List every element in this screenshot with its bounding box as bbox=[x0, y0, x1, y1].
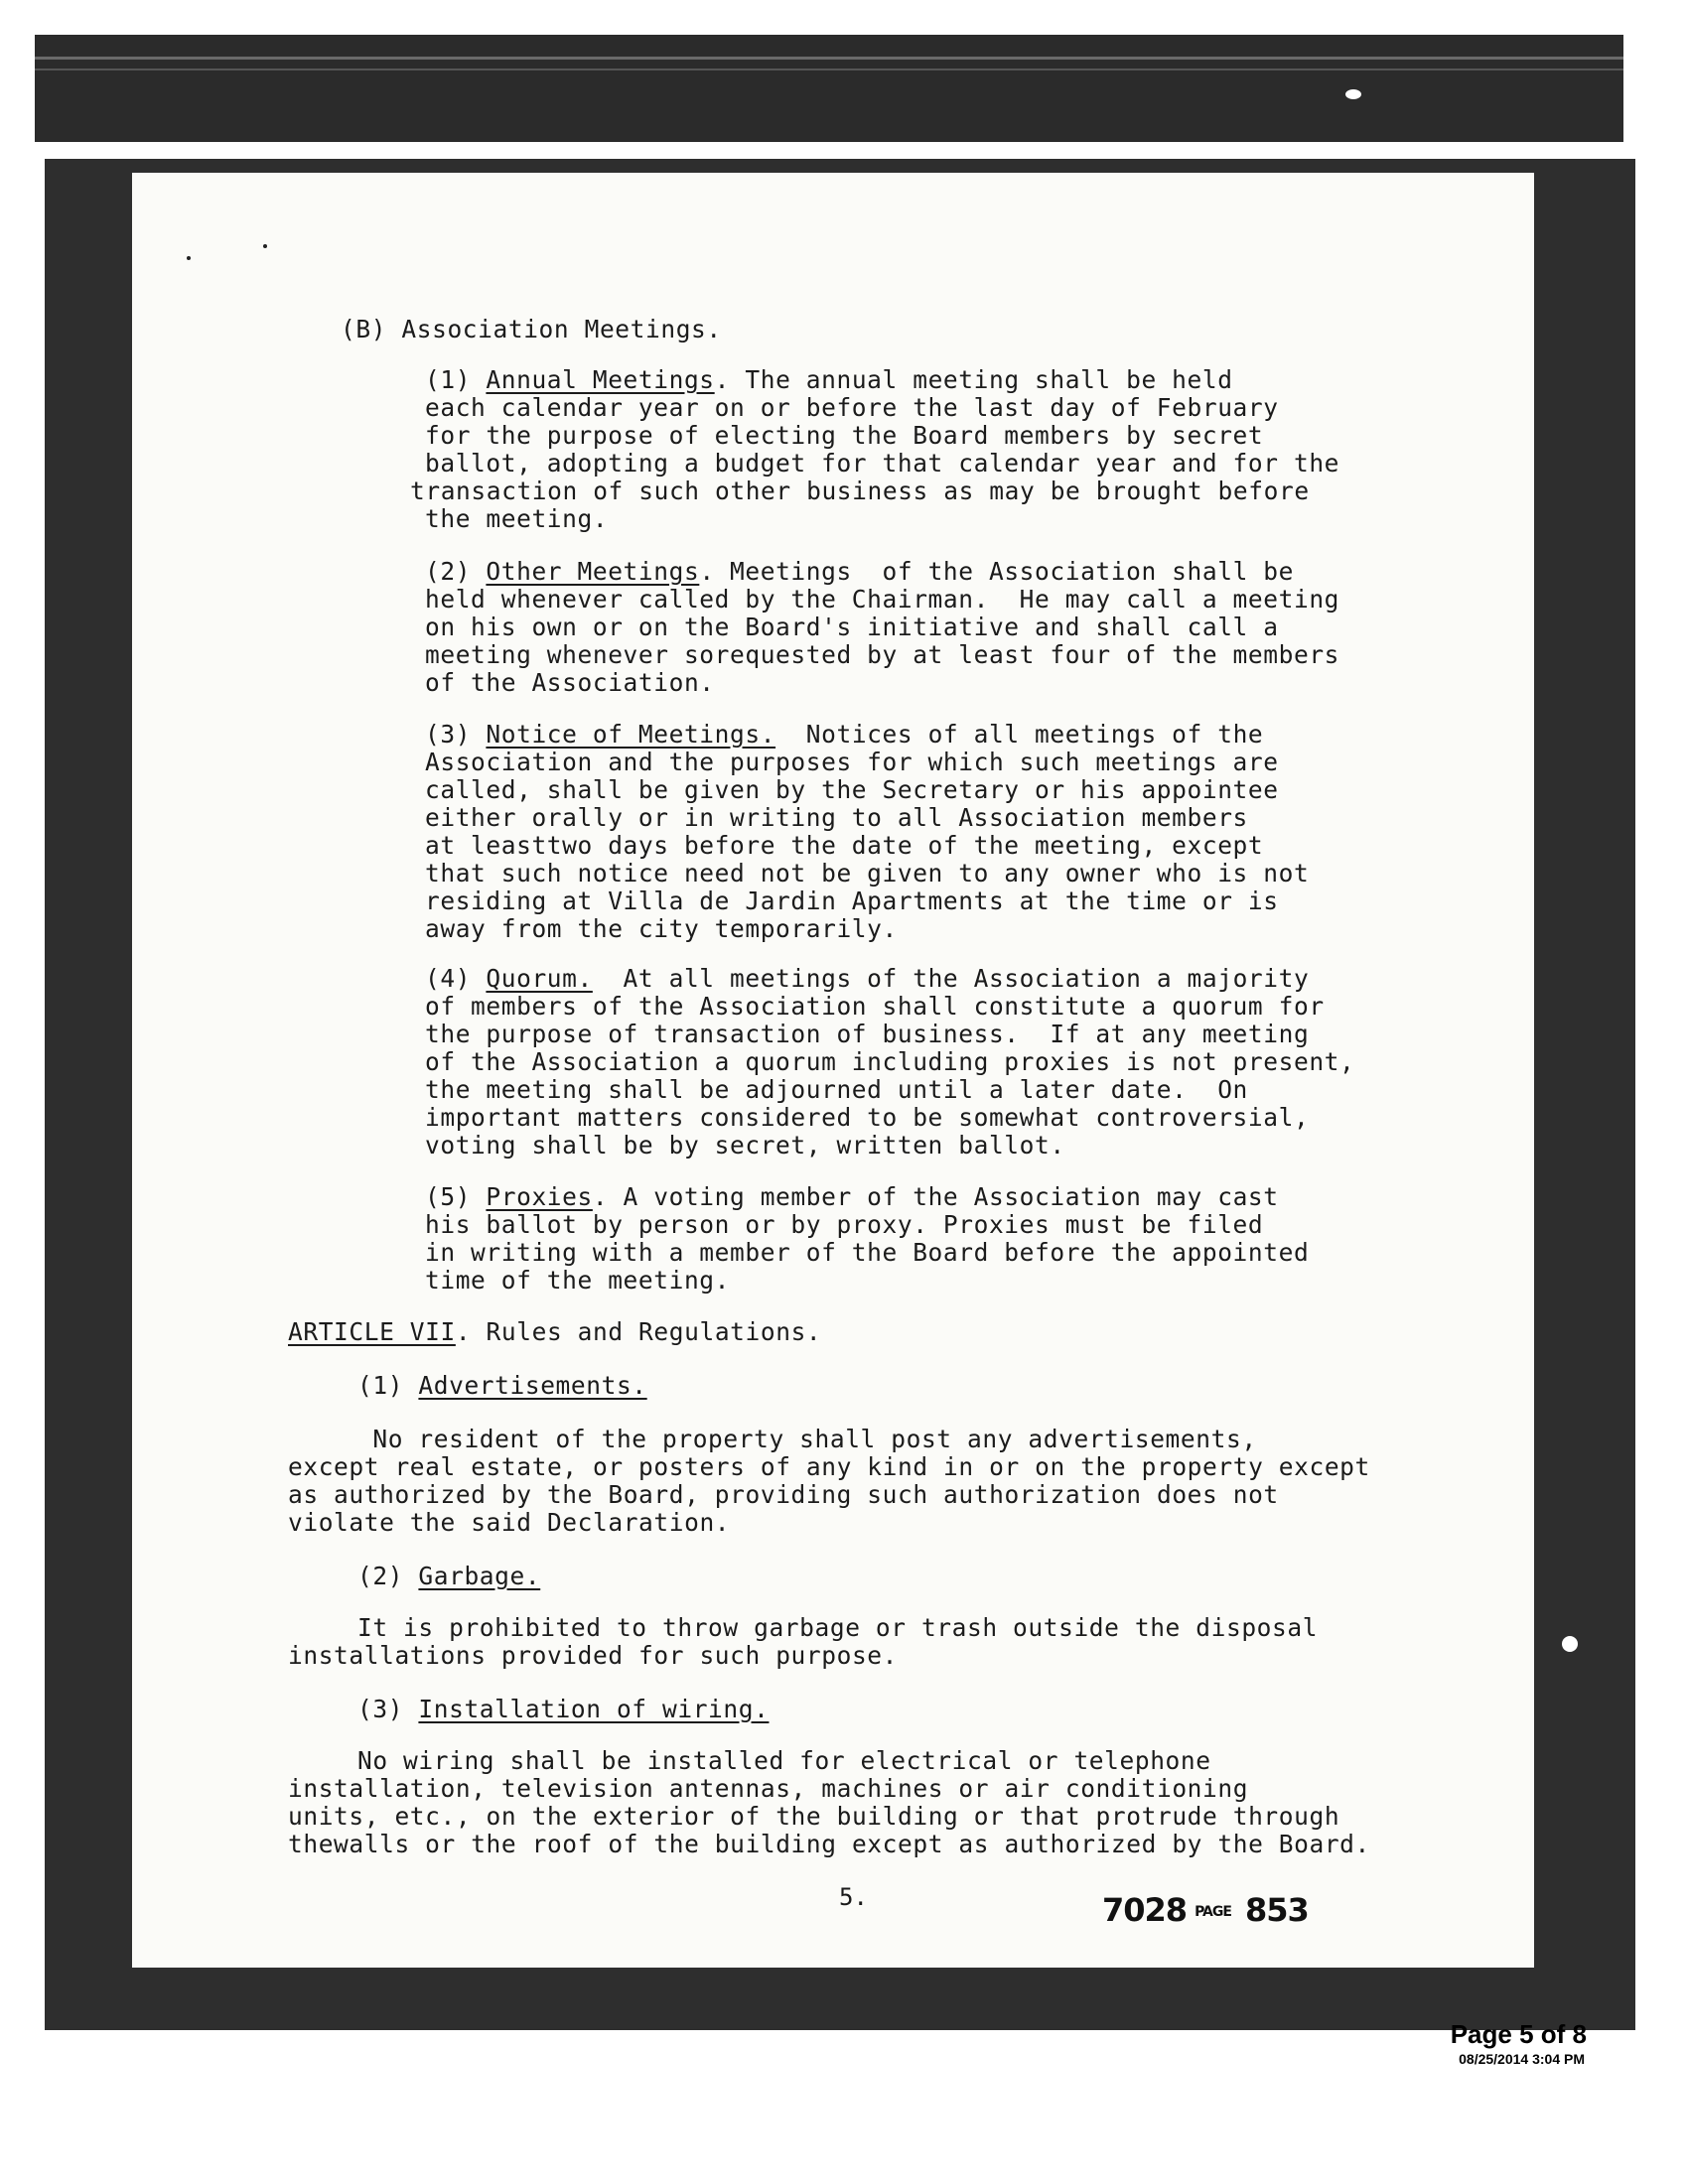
notice-of-meetings-line bbox=[425, 721, 1263, 749]
paragraph-line: in writing with a member of the Board before the appointed bbox=[425, 1238, 1310, 1267]
footer-timestamp: 08/25/2014 3:04 PM bbox=[1459, 2051, 1585, 2067]
paragraph-line: called, shall be given by the Secretary or his appointee bbox=[425, 775, 1279, 804]
wiring-title: Installation of wiring. bbox=[418, 1695, 770, 1723]
item-number: (5) bbox=[425, 1182, 487, 1211]
item-number: (1) bbox=[357, 1371, 419, 1400]
annual-meetings-text: . The annual meeting shall be held bbox=[714, 365, 1233, 394]
paragraph-line: of the Association. bbox=[425, 668, 715, 697]
footer-page-count: Page 5 of 8 bbox=[1450, 2019, 1587, 2049]
paragraph-line: either orally or in writing to all Association members bbox=[425, 803, 1248, 832]
section-b-heading: (B) Association Meetings. bbox=[341, 315, 722, 343]
other-meetings-text: . Meetings of the Association shall be bbox=[699, 557, 1294, 586]
item-number: (2) bbox=[425, 557, 487, 586]
page-label: PAGE bbox=[1195, 1904, 1231, 1920]
paragraph-line: important matters considered to be somewhat controversial, bbox=[425, 1103, 1310, 1132]
item-number: (4) bbox=[425, 964, 487, 993]
paragraph-line: his ballot by person or by proxy. Proxies must be filed bbox=[425, 1210, 1264, 1239]
book-page-stamp bbox=[1102, 1891, 1309, 1929]
paragraph-line: No resident of the property shall post any advertisements, bbox=[357, 1425, 1257, 1453]
paragraph-line: on his own or on the Board's initiative and shall call a bbox=[425, 613, 1279, 641]
paragraph-line: residing at Villa de Jardin Apartments at the time or is bbox=[425, 887, 1279, 915]
paragraph-line: time of the meeting. bbox=[425, 1266, 731, 1295]
article-vii-title: . Rules and Regulations. bbox=[455, 1317, 822, 1346]
paragraph-line: at leasttwo days before the date of the meeting, except bbox=[425, 831, 1264, 860]
wiring-heading bbox=[357, 1696, 769, 1723]
scan-speck bbox=[1562, 1636, 1578, 1652]
article-vii-heading bbox=[288, 1318, 821, 1346]
paragraph-line: It is prohibited to throw garbage or trash outside the disposal bbox=[357, 1613, 1319, 1642]
proxies-title: Proxies bbox=[486, 1182, 593, 1211]
notice-of-meetings-text: Notices of all meetings of the bbox=[775, 720, 1264, 749]
paragraph-line: except real estate, or posters of any kind in or on the property except bbox=[288, 1452, 1370, 1481]
paragraph-line: that such notice need not be given to any owner who is not bbox=[425, 859, 1310, 887]
item-number: (2) bbox=[357, 1562, 419, 1590]
paragraph-line: of members of the Association shall constitute a quorum for bbox=[425, 992, 1325, 1021]
paragraph-line: units, etc., on the exterior of the building or that protrude through bbox=[288, 1802, 1340, 1831]
notice-of-meetings-title: Notice of Meetings. bbox=[486, 720, 776, 749]
proxies-line bbox=[425, 1183, 1279, 1211]
paragraph-line: as authorized by the Board, providing such authorization does not bbox=[288, 1480, 1279, 1509]
paragraph-line: thewalls or the roof of the building except as authorized by the Board. bbox=[288, 1830, 1370, 1858]
paragraph-line: No wiring shall be installed for electrical or telephone bbox=[357, 1746, 1211, 1775]
paragraph-line: transaction of such other business as may be brought before bbox=[410, 477, 1310, 505]
annual-meetings-title: Annual Meetings bbox=[486, 365, 715, 394]
paragraph-line: the purpose of transaction of business. If at any meeting bbox=[425, 1020, 1310, 1048]
advertisements-heading bbox=[357, 1372, 647, 1400]
item-number: (1) bbox=[425, 365, 487, 394]
paragraph-line: voting shall be by secret, written ballot. bbox=[425, 1131, 1065, 1160]
item-number: (3) bbox=[357, 1695, 419, 1723]
paragraph-line: ballot, adopting a budget for that calendar year and for the bbox=[425, 449, 1340, 478]
paragraph-line: installations provided for such purpose. bbox=[288, 1641, 899, 1670]
paragraph-line: Association and the purposes for which such meetings are bbox=[425, 748, 1279, 776]
paragraph-line: for the purpose of electing the Board members by secret bbox=[425, 421, 1264, 450]
paragraph-line: of the Association a quorum including proxies is not present, bbox=[425, 1047, 1355, 1076]
book-number: 7028 bbox=[1102, 1891, 1188, 1929]
other-meetings-title: Other Meetings bbox=[486, 557, 700, 586]
stamp-page-number: 853 bbox=[1244, 1891, 1309, 1929]
garbage-title: Garbage. bbox=[418, 1562, 541, 1590]
scan-top-bar bbox=[35, 35, 1623, 142]
paragraph-line: held whenever called by the Chairman. He may call a meeting bbox=[425, 585, 1340, 614]
proxies-text: . A voting member of the Association may cast bbox=[592, 1182, 1279, 1211]
scan-speck bbox=[187, 256, 191, 260]
scan-speck bbox=[1345, 89, 1361, 99]
quorum-text: At all meetings of the Association a majority bbox=[592, 964, 1310, 993]
paragraph-line: installation, television antennas, machines or air conditioning bbox=[288, 1774, 1249, 1803]
paragraph-line: away from the city temporarily. bbox=[425, 914, 898, 943]
paragraph-line: meeting whenever sorequested by at least four of the members bbox=[425, 640, 1340, 669]
advertisements-title: Advertisements. bbox=[418, 1371, 647, 1400]
quorum-title: Quorum. bbox=[486, 964, 593, 993]
annual-meetings-line bbox=[425, 366, 1233, 394]
page-number: 5. bbox=[839, 1883, 868, 1911]
paragraph-line: the meeting shall be adjourned until a later date. On bbox=[425, 1075, 1248, 1104]
paragraph-line: the meeting. bbox=[425, 504, 609, 533]
item-number: (3) bbox=[425, 720, 487, 749]
garbage-heading bbox=[357, 1563, 540, 1590]
paragraph-line: each calendar year on or before the last day of February bbox=[425, 393, 1279, 422]
article-vii-label: ARTICLE VII bbox=[288, 1317, 456, 1346]
quorum-line bbox=[425, 965, 1309, 993]
other-meetings-line bbox=[425, 558, 1294, 586]
paragraph-line: violate the said Declaration. bbox=[288, 1508, 731, 1537]
scan-speck bbox=[263, 244, 267, 248]
